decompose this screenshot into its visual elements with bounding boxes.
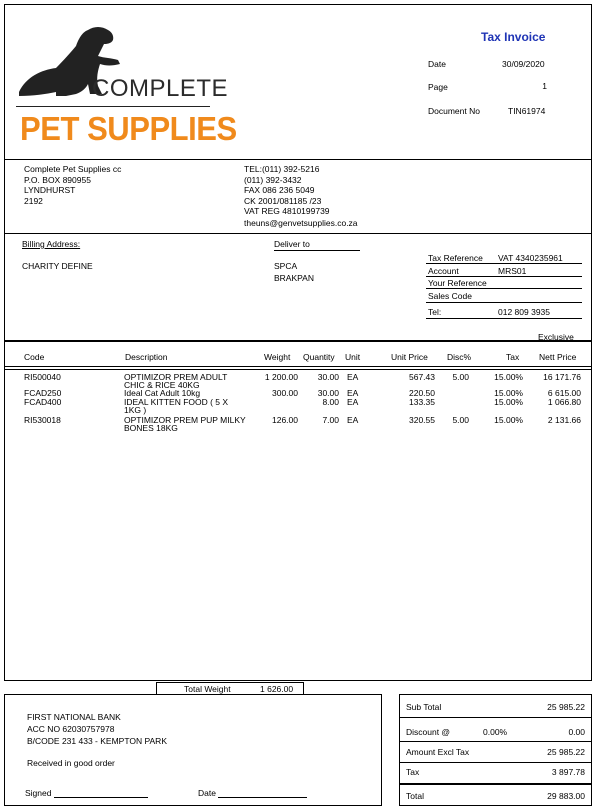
row-unit: EA	[347, 372, 359, 382]
row-desc-line2: BONES 18KG	[124, 423, 178, 433]
table-header-line-2	[4, 369, 592, 370]
your-reference-label: Your Reference	[428, 278, 487, 288]
company-fax: FAX 086 236 5049	[244, 185, 315, 195]
ref-line-3	[426, 288, 582, 289]
signed-line	[54, 797, 148, 798]
row-unit: EA	[347, 388, 359, 398]
company-tel2: (011) 392-3432	[244, 175, 302, 185]
discount-percent: 0.00%	[483, 727, 508, 737]
row-code: RI500040	[24, 372, 61, 382]
totals-line-1	[399, 717, 592, 718]
discount-label: Discount @	[406, 727, 451, 737]
sales-code-label: Sales Code	[428, 291, 472, 301]
ref-line-4	[426, 302, 582, 303]
row-quantity: 7.00	[322, 415, 339, 425]
bank-box	[4, 694, 382, 806]
row-desc-line1: OPTIMIZOR PREM PUP MILKY	[124, 415, 246, 425]
ref-line-2	[426, 276, 582, 277]
row-tax: 15.00%	[494, 388, 523, 398]
amount-excl-tax-value: 25 985.22	[547, 747, 585, 757]
header-quantity: Quantity	[303, 352, 335, 362]
total-weight-value: 1 626.00	[260, 684, 294, 694]
account-value: MRS01	[498, 266, 527, 276]
row-quantity: 8.00	[322, 397, 339, 407]
row-nett-price: 1 066.80	[547, 397, 581, 407]
row-quantity: 30.00	[317, 372, 339, 382]
discount-value: 0.00	[568, 727, 585, 737]
header-disc: Disc%	[447, 352, 472, 362]
row-unit: EA	[347, 415, 359, 425]
row-quantity: 30.00	[317, 388, 339, 398]
total-weight-label: Total Weight	[184, 684, 231, 694]
row-unit-price: 320.55	[409, 415, 435, 425]
row-nett-price: 6 615.00	[547, 388, 581, 398]
received-text: Received in good order	[27, 758, 115, 768]
header-unit: Unit	[345, 352, 361, 362]
company-ck: CK 2001/081185 /23	[244, 196, 322, 206]
row-disc: 5.00	[452, 415, 469, 425]
row-weight: 1 200.00	[264, 372, 298, 382]
company-vat: VAT REG 4810199739	[244, 206, 330, 216]
ref-line-5	[426, 318, 582, 319]
billing-label: Billing Address:	[22, 239, 81, 249]
row-code: FCAD250	[24, 388, 62, 398]
row-disc: 5.00	[452, 372, 469, 382]
header-code: Code	[24, 352, 45, 362]
subtotal-value: 25 985.22	[547, 702, 585, 712]
tax-reference-label: Tax Reference	[428, 253, 483, 263]
date-sign-label: Date	[198, 788, 216, 798]
row-tax: 15.00%	[494, 372, 523, 382]
company-suburb: LYNDHURST	[24, 185, 76, 195]
tax-reference-value: VAT 4340235961	[498, 253, 563, 263]
row-desc-line1: OPTIMIZOR PREM ADULT	[124, 372, 228, 382]
company-logo	[16, 22, 237, 150]
page-value: 1	[542, 81, 547, 91]
row-unit: EA	[347, 397, 359, 407]
tax-total-label: Tax	[406, 767, 420, 777]
row-desc-line2: CHIC & RICE 40KG	[124, 380, 200, 390]
header-weight: Weight	[264, 352, 291, 362]
invoice-title: Tax Invoice	[481, 30, 546, 44]
row-desc-line1: IDEAL KITTEN FOOD ( 5 X	[124, 397, 229, 407]
table-header-line-1	[4, 366, 592, 367]
amount-excl-tax-label: Amount Excl Tax	[406, 747, 470, 757]
logo-underline	[16, 106, 210, 107]
deliver-line1: SPCA	[274, 261, 298, 271]
document-number-value: TIN61974	[508, 106, 546, 116]
company-tel: TEL:(011) 392-5216	[244, 164, 320, 174]
table-body	[4, 373, 592, 453]
row-weight: 126.00	[272, 415, 298, 425]
tel-value: 012 809 3935	[498, 307, 550, 317]
logo-text-bottom: PET SUPPLIES	[20, 110, 237, 147]
logo-text-top: COMPLETE	[92, 75, 229, 102]
company-name: Complete Pet Supplies cc	[24, 164, 122, 174]
row-desc-line2: 1KG )	[124, 405, 147, 415]
account-label: Account	[428, 266, 459, 276]
exclusive-label: Exclusive	[538, 332, 574, 342]
totals-line-2	[399, 741, 592, 742]
bank-account: ACC NO 62030757978	[27, 724, 115, 734]
totals-line-3	[399, 762, 592, 763]
table-row	[4, 416, 592, 442]
tel-label: Tel:	[428, 307, 442, 317]
header-unit-price: Unit Price	[391, 352, 428, 362]
deliver-line2: BRAKPAN	[274, 273, 314, 283]
subtotal-label: Sub Total	[406, 702, 442, 712]
ref-line-1	[426, 263, 582, 264]
row-unit-price: 567.43	[409, 372, 435, 382]
company-email: theuns@genvetsupplies.co.za	[244, 218, 358, 228]
deliver-underline	[274, 250, 360, 251]
row-nett-price: 16 171.76	[543, 372, 581, 382]
date-sign-line	[218, 797, 307, 798]
header-nett-price: Nett Price	[539, 352, 577, 362]
tax-total-value: 3 897.78	[551, 767, 585, 777]
row-code: FCAD400	[24, 397, 62, 407]
address-divider	[4, 233, 592, 234]
date-label: Date	[428, 59, 446, 69]
row-unit-price: 220.50	[409, 388, 435, 398]
header-tax: Tax	[506, 352, 520, 362]
page-label: Page	[428, 82, 448, 92]
row-desc-line1: Ideal Cat Adult 10kg	[124, 388, 201, 398]
date-value: 30/09/2020	[502, 59, 545, 69]
signed-label: Signed	[25, 788, 52, 798]
row-weight: 300.00	[272, 388, 298, 398]
grand-total-label: Total	[406, 791, 424, 801]
row-tax: 15.00%	[494, 397, 523, 407]
company-postal-code: 2192	[24, 196, 43, 206]
document-number-label: Document No	[428, 106, 480, 116]
row-code: RI530018	[24, 415, 61, 425]
row-unit-price: 133.35	[409, 397, 435, 407]
bank-branch-code: B/CODE 231 433 - KEMPTON PARK	[27, 736, 167, 746]
deliver-label: Deliver to	[274, 239, 310, 249]
table-header	[4, 341, 592, 367]
billing-name: CHARITY DEFINE	[22, 261, 93, 271]
row-nett-price: 2 131.66	[547, 415, 581, 425]
row-tax: 15.00%	[494, 415, 523, 425]
company-box: P.O. BOX 890955	[24, 175, 91, 185]
header-description: Description	[125, 352, 168, 362]
bank-name: FIRST NATIONAL BANK	[27, 712, 121, 722]
grand-total-value: 29 883.00	[547, 791, 585, 801]
